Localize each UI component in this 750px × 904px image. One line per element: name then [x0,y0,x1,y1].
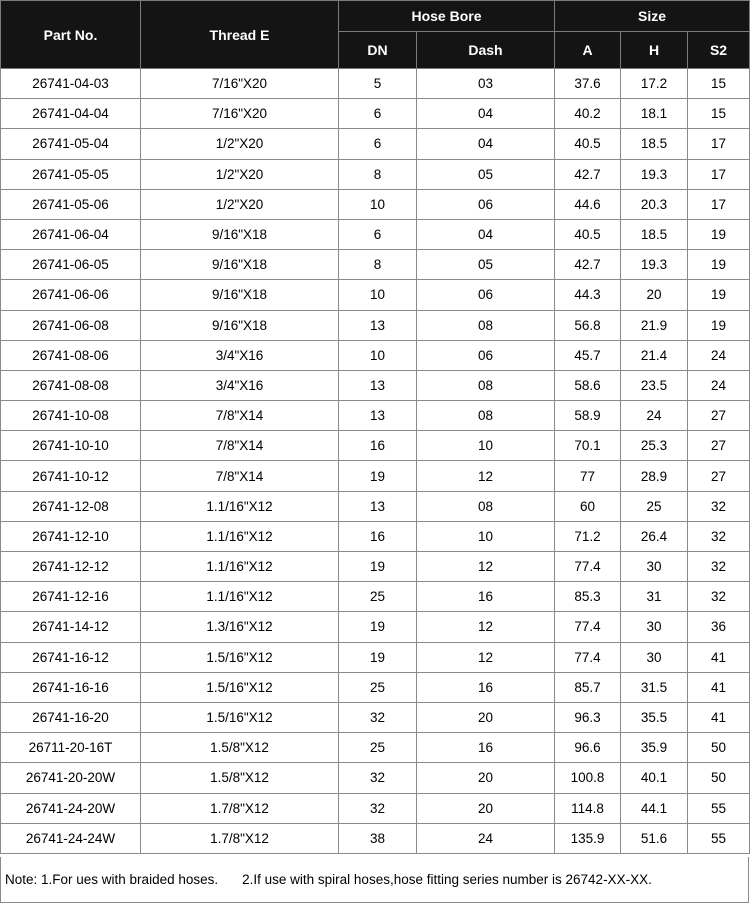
cell-part-no: 26741-10-12 [1,461,141,491]
cell-part-no: 26741-20-20W [1,763,141,793]
cell-part-no: 26741-10-10 [1,431,141,461]
cell-h: 25 [621,491,688,521]
table-row [1,642,750,672]
cell-s2: 17 [688,189,750,219]
cell-s2: 32 [688,582,750,612]
cell-thread-e: 1.1/16"X12 [141,491,339,521]
cell-dn: 13 [339,401,417,431]
cell-a: 77.4 [555,642,621,672]
header-dash: Dash [417,32,555,69]
cell-part-no: 26741-08-08 [1,370,141,400]
footnote-line-2: 2.If use with spiral hoses,hose fitting series number is 26742-XX-XX. [242,872,652,887]
cell-thread-e: 1.5/8"X12 [141,733,339,763]
cell-dn: 10 [339,340,417,370]
cell-h: 35.9 [621,733,688,763]
cell-dn: 6 [339,219,417,249]
cell-dn: 8 [339,159,417,189]
cell-thread-e: 1.5/8"X12 [141,763,339,793]
cell-h: 24 [621,401,688,431]
cell-part-no: 26741-16-12 [1,642,141,672]
cell-dn: 25 [339,582,417,612]
cell-part-no: 26741-16-20 [1,702,141,732]
table-row [1,702,750,732]
cell-a: 56.8 [555,310,621,340]
table-row [1,280,750,310]
cell-a: 77.4 [555,552,621,582]
cell-part-no: 26741-06-05 [1,250,141,280]
cell-dn: 19 [339,612,417,642]
cell-h: 30 [621,552,688,582]
table-row [1,672,750,702]
cell-dn: 25 [339,733,417,763]
cell-a: 58.6 [555,370,621,400]
cell-part-no: 26741-12-08 [1,491,141,521]
cell-part-no: 26741-06-08 [1,310,141,340]
cell-dash: 16 [417,733,555,763]
cell-thread-e: 7/16"X20 [141,99,339,129]
cell-part-no: 26741-05-04 [1,129,141,159]
cell-s2: 32 [688,552,750,582]
cell-part-no: 26741-04-03 [1,69,141,99]
cell-a: 58.9 [555,401,621,431]
cell-part-no: 26741-12-12 [1,552,141,582]
cell-a: 44.3 [555,280,621,310]
footnote-line-1: Note: 1.For ues with braided hoses. [5,872,219,887]
cell-s2: 41 [688,642,750,672]
cell-part-no: 26741-08-06 [1,340,141,370]
cell-s2: 19 [688,280,750,310]
header-a: A [555,32,621,69]
cell-h: 28.9 [621,461,688,491]
cell-part-no: 26741-06-06 [1,280,141,310]
table-row [1,793,750,823]
cell-a: 42.7 [555,159,621,189]
header-h: H [621,32,688,69]
cell-thread-e: 1.1/16"X12 [141,582,339,612]
cell-dn: 38 [339,823,417,853]
table-row [1,250,750,280]
cell-part-no: 26711-20-16T [1,733,141,763]
cell-dash: 20 [417,793,555,823]
table-row [1,401,750,431]
cell-dn: 16 [339,431,417,461]
cell-dash: 12 [417,612,555,642]
cell-s2: 55 [688,793,750,823]
cell-s2: 24 [688,340,750,370]
cell-thread-e: 1.7/8"X12 [141,823,339,853]
table-row [1,219,750,249]
cell-dash: 12 [417,552,555,582]
cell-dash: 04 [417,129,555,159]
cell-h: 25.3 [621,431,688,461]
cell-s2: 50 [688,733,750,763]
header-s2: S2 [688,32,750,69]
cell-dash: 04 [417,99,555,129]
cell-s2: 15 [688,99,750,129]
cell-h: 30 [621,612,688,642]
cell-h: 30 [621,642,688,672]
cell-dash: 06 [417,189,555,219]
header-hose-bore: Hose Bore [339,1,555,32]
cell-dn: 19 [339,461,417,491]
cell-a: 42.7 [555,250,621,280]
cell-part-no: 26741-16-16 [1,672,141,702]
cell-a: 77.4 [555,612,621,642]
cell-a: 37.6 [555,69,621,99]
cell-dn: 13 [339,491,417,521]
cell-s2: 32 [688,521,750,551]
cell-thread-e: 1.1/16"X12 [141,552,339,582]
cell-dn: 5 [339,69,417,99]
table-row [1,491,750,521]
cell-h: 19.3 [621,250,688,280]
cell-dash: 04 [417,219,555,249]
table-row [1,370,750,400]
cell-a: 40.5 [555,129,621,159]
cell-dn: 19 [339,552,417,582]
table-row [1,159,750,189]
table-row [1,189,750,219]
cell-s2: 15 [688,69,750,99]
cell-a: 85.3 [555,582,621,612]
cell-dn: 32 [339,702,417,732]
cell-dn: 16 [339,521,417,551]
cell-dash: 06 [417,280,555,310]
table-row [1,552,750,582]
table-row [1,461,750,491]
cell-a: 70.1 [555,431,621,461]
cell-s2: 36 [688,612,750,642]
cell-a: 114.8 [555,793,621,823]
cell-dn: 10 [339,280,417,310]
cell-thread-e: 9/16"X18 [141,280,339,310]
cell-dash: 08 [417,310,555,340]
cell-s2: 41 [688,702,750,732]
cell-s2: 55 [688,823,750,853]
cell-dn: 19 [339,642,417,672]
cell-s2: 27 [688,461,750,491]
cell-dn: 13 [339,310,417,340]
cell-dash: 05 [417,250,555,280]
cell-thread-e: 7/8"X14 [141,431,339,461]
table-row [1,69,750,99]
cell-dn: 25 [339,672,417,702]
cell-h: 23.5 [621,370,688,400]
cell-a: 135.9 [555,823,621,853]
cell-thread-e: 3/4"X16 [141,370,339,400]
cell-a: 96.6 [555,733,621,763]
cell-s2: 32 [688,491,750,521]
cell-s2: 27 [688,431,750,461]
header-part-no: Part No. [1,1,141,69]
cell-part-no: 26741-04-04 [1,99,141,129]
cell-dash: 12 [417,461,555,491]
cell-part-no: 26741-12-10 [1,521,141,551]
table-row [1,582,750,612]
cell-s2: 19 [688,219,750,249]
table-row [1,310,750,340]
cell-dn: 6 [339,129,417,159]
cell-h: 21.9 [621,310,688,340]
cell-thread-e: 1.3/16"X12 [141,612,339,642]
footnote [0,857,749,903]
table-row [1,521,750,551]
cell-dash: 16 [417,582,555,612]
cell-h: 20 [621,280,688,310]
cell-a: 100.8 [555,763,621,793]
cell-h: 21.4 [621,340,688,370]
cell-dash: 24 [417,823,555,853]
cell-dash: 06 [417,340,555,370]
cell-dn: 6 [339,99,417,129]
cell-h: 18.1 [621,99,688,129]
header-dn: DN [339,32,417,69]
table-row [1,340,750,370]
cell-h: 19.3 [621,159,688,189]
cell-a: 45.7 [555,340,621,370]
cell-dash: 10 [417,431,555,461]
cell-thread-e: 9/16"X18 [141,219,339,249]
cell-h: 20.3 [621,189,688,219]
cell-thread-e: 7/16"X20 [141,69,339,99]
cell-thread-e: 1.5/16"X12 [141,702,339,732]
cell-thread-e: 1.5/16"X12 [141,642,339,672]
cell-dn: 10 [339,189,417,219]
table-row [1,129,750,159]
cell-s2: 27 [688,401,750,431]
cell-s2: 17 [688,129,750,159]
cell-s2: 50 [688,763,750,793]
table-header [1,1,750,69]
cell-dn: 8 [339,250,417,280]
cell-h: 18.5 [621,219,688,249]
cell-dash: 16 [417,672,555,702]
cell-dash: 08 [417,370,555,400]
header-size: Size [555,1,750,32]
table-row [1,733,750,763]
cell-a: 60 [555,491,621,521]
cell-dn: 32 [339,763,417,793]
cell-dash: 03 [417,69,555,99]
cell-part-no: 26741-10-08 [1,401,141,431]
cell-dash: 08 [417,491,555,521]
cell-thread-e: 1.5/16"X12 [141,672,339,702]
cell-a: 40.2 [555,99,621,129]
cell-h: 31.5 [621,672,688,702]
cell-h: 44.1 [621,793,688,823]
table-row [1,431,750,461]
cell-part-no: 26741-12-16 [1,582,141,612]
cell-thread-e: 1/2"X20 [141,159,339,189]
cell-s2: 24 [688,370,750,400]
cell-thread-e: 1/2"X20 [141,189,339,219]
cell-dash: 20 [417,763,555,793]
cell-a: 44.6 [555,189,621,219]
cell-h: 40.1 [621,763,688,793]
cell-h: 18.5 [621,129,688,159]
cell-thread-e: 7/8"X14 [141,461,339,491]
cell-dash: 20 [417,702,555,732]
cell-s2: 41 [688,672,750,702]
cell-dash: 08 [417,401,555,431]
table-row [1,612,750,642]
cell-a: 40.5 [555,219,621,249]
cell-part-no: 26741-06-04 [1,219,141,249]
cell-a: 71.2 [555,521,621,551]
cell-dash: 10 [417,521,555,551]
cell-thread-e: 1.7/8"X12 [141,793,339,823]
cell-part-no: 26741-05-05 [1,159,141,189]
cell-thread-e: 7/8"X14 [141,401,339,431]
cell-part-no: 26741-05-06 [1,189,141,219]
cell-thread-e: 9/16"X18 [141,310,339,340]
cell-s2: 17 [688,159,750,189]
cell-a: 85.7 [555,672,621,702]
cell-dn: 32 [339,793,417,823]
cell-thread-e: 3/4"X16 [141,340,339,370]
header-thread-e: Thread E [141,1,339,69]
cell-part-no: 26741-24-20W [1,793,141,823]
cell-h: 35.5 [621,702,688,732]
table-row [1,763,750,793]
table-row [1,99,750,129]
cell-s2: 19 [688,250,750,280]
cell-h: 26.4 [621,521,688,551]
table-body [1,69,750,854]
cell-thread-e: 1.1/16"X12 [141,521,339,551]
cell-dash: 12 [417,642,555,672]
cell-a: 96.3 [555,702,621,732]
cell-thread-e: 1/2"X20 [141,129,339,159]
cell-h: 51.6 [621,823,688,853]
cell-thread-e: 9/16"X18 [141,250,339,280]
cell-dash: 05 [417,159,555,189]
cell-dn: 13 [339,370,417,400]
cell-h: 17.2 [621,69,688,99]
cell-part-no: 26741-14-12 [1,612,141,642]
cell-s2: 19 [688,310,750,340]
cell-a: 77 [555,461,621,491]
cell-part-no: 26741-24-24W [1,823,141,853]
table-row [1,823,750,853]
cell-h: 31 [621,582,688,612]
